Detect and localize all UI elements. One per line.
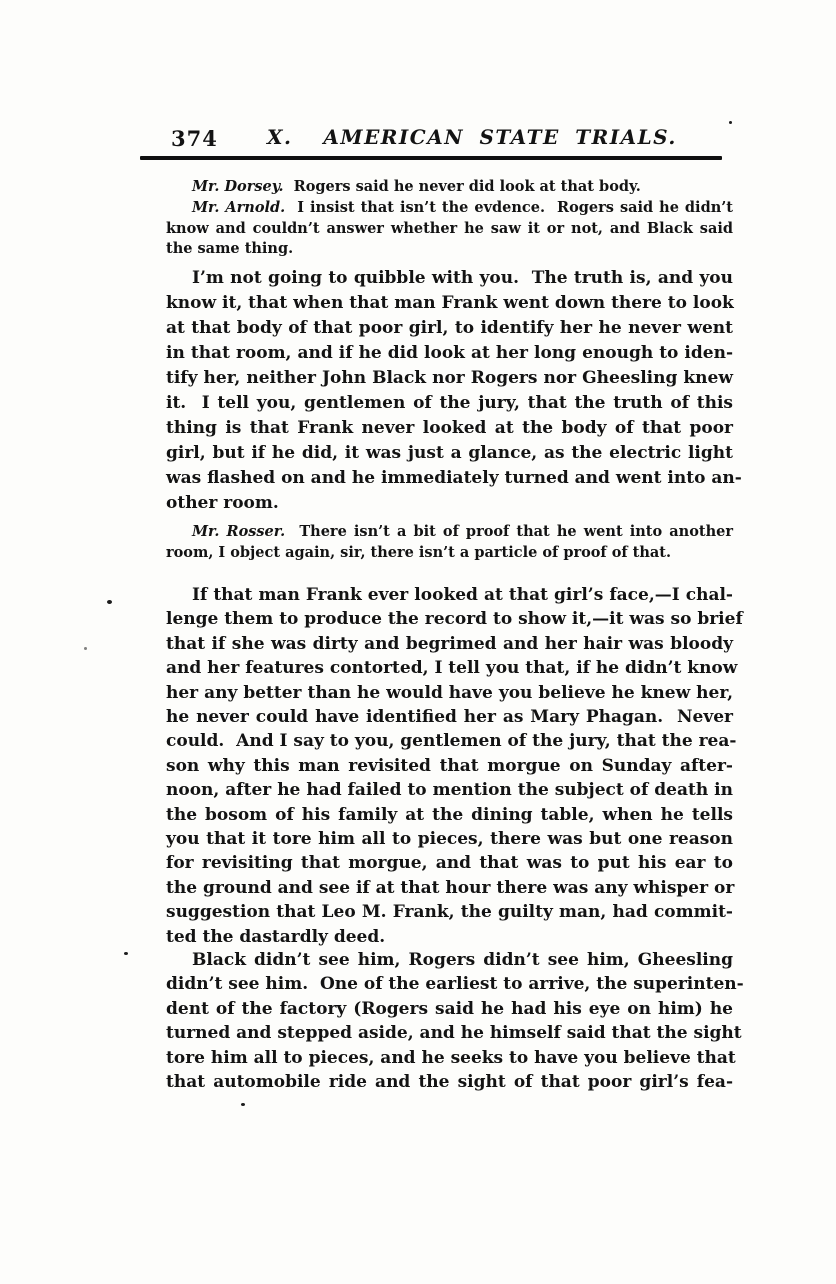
body-paragraph-2 xyxy=(166,583,743,949)
text-segment: lenge them to produce the record to show it,—it was so brief xyxy=(166,609,743,630)
speaker-name: Mr. Rosser. xyxy=(192,523,286,540)
text-segment: Rogers said he never did look at that body. xyxy=(283,178,641,195)
text-line xyxy=(166,729,737,753)
text-segment: you that it tore him all to pieces, there was but one reason xyxy=(166,829,733,850)
text-line xyxy=(166,466,742,491)
text-line xyxy=(166,803,733,827)
text-segment: for revisiting that morgue, and that was to put his ear to xyxy=(166,853,733,874)
text-segment: at that body of that poor girl, to identify her he never went xyxy=(166,318,733,338)
text-segment: that automobile ride and the sight of that poor girl’s fea- xyxy=(166,1072,733,1093)
text-segment: in that room, and if he did look at her long enough to iden- xyxy=(166,343,733,363)
text-line xyxy=(166,705,733,729)
scan-speck xyxy=(124,952,128,955)
text-line xyxy=(166,607,743,631)
text-segment: know it, that when that man Frank went down there to look xyxy=(166,293,734,313)
text-segment: son why this man revisited that morgue on Sunday after- xyxy=(166,755,733,776)
scan-speck xyxy=(241,1103,245,1106)
text-line xyxy=(166,198,733,219)
text-segment: dent of the factory (Rogers said he had his eye on him) he xyxy=(166,998,733,1019)
text-line xyxy=(166,997,733,1021)
text-segment: he never could have identified her as Mary Phagan. Never xyxy=(166,707,733,728)
text-segment: that if she was dirty and begrimed and her hair was bloody xyxy=(166,633,733,654)
text-line xyxy=(166,366,733,391)
dialogue-rosser xyxy=(166,522,733,564)
text-line xyxy=(166,681,733,705)
body-paragraph-3 xyxy=(166,948,744,1094)
text-line xyxy=(166,754,733,778)
text-line xyxy=(166,632,733,656)
header-rule xyxy=(140,156,722,160)
text-line xyxy=(166,1021,742,1045)
text-line xyxy=(166,948,733,972)
text-segment: was flashed on and he immediately turned and went into an- xyxy=(166,468,742,488)
text-line xyxy=(166,925,733,949)
text-line xyxy=(166,778,733,802)
scan-speck xyxy=(84,647,87,650)
text-line xyxy=(166,316,733,341)
text-segment: If that man Frank ever looked at that girl’s face,—I chal- xyxy=(192,585,733,605)
text-segment: other room. xyxy=(166,493,279,513)
text-line xyxy=(166,441,733,466)
text-segment: didn’t see him. One of the earliest to arrive, the superinten- xyxy=(166,974,744,995)
text-segment: girl, but if he did, it was just a glance, as the electric light xyxy=(166,443,733,463)
text-segment: the bosom of his family at the dining table, when he tells xyxy=(166,804,733,825)
text-segment: the ground and see if at that hour there was any whisper or xyxy=(166,877,735,898)
text-line xyxy=(166,177,733,198)
page-number: 374 xyxy=(171,126,218,151)
text-segment: and her features contorted, I tell you that, if he didn’t know xyxy=(166,658,738,679)
text-line xyxy=(166,219,733,240)
text-segment: could. And I say to you, gentlemen of the jury, that the rea- xyxy=(166,731,737,752)
text-line xyxy=(166,1046,736,1070)
scan-speck xyxy=(729,121,732,124)
text-line xyxy=(166,391,733,416)
text-line xyxy=(166,239,733,260)
text-segment: it. I tell you, gentlemen of the jury, that the truth of this xyxy=(166,393,733,413)
text-segment: tore him all to pieces, and he seeks to have you believe that xyxy=(166,1047,736,1068)
text-segment: noon, after he had failed to mention the subject of death in xyxy=(166,780,733,801)
text-line xyxy=(166,827,733,851)
text-segment: turned and stepped aside, and he himself said that the sight xyxy=(166,1023,742,1044)
text-segment: I insist that isn’t the evdence. Rogers said he didn’t xyxy=(285,198,733,216)
text-line xyxy=(166,900,733,924)
running-header-title: X. AMERICAN STATE TRIALS. xyxy=(267,125,677,149)
dialogue-dorsey-arnold xyxy=(166,177,733,260)
text-segment: the same thing. xyxy=(166,240,294,258)
text-line xyxy=(166,266,733,291)
text-line xyxy=(166,1070,733,1094)
text-segment: her any better than he would have you believe he knew her, xyxy=(166,682,733,703)
text-segment: There isn’t a bit of proof that he went into another xyxy=(285,523,733,540)
text-line xyxy=(166,972,744,996)
text-segment: Black didn’t see him, Rogers didn’t see him, Gheesling xyxy=(192,950,733,970)
text-line xyxy=(166,583,733,607)
text-segment: ted the dastardly deed. xyxy=(166,926,386,947)
text-line xyxy=(166,543,733,564)
text-line xyxy=(166,851,733,875)
text-line xyxy=(166,491,733,516)
text-line xyxy=(166,656,738,680)
text-line xyxy=(166,291,733,316)
text-line xyxy=(166,416,733,441)
text-segment: tify her, neither John Black nor Rogers nor Gheesling knew xyxy=(166,368,733,388)
text-segment: I’m not going to quibble with you. The truth is, and you xyxy=(192,268,733,288)
body-paragraph-1 xyxy=(166,266,742,516)
text-line xyxy=(166,341,733,366)
scan-speck xyxy=(107,600,112,604)
text-segment: know and couldn’t answer whether he saw it or not, and Black said xyxy=(166,219,733,237)
text-segment: suggestion that Leo M. Frank, the guilty man, had commit- xyxy=(166,902,733,923)
speaker-name: Mr. Dorsey. xyxy=(192,178,284,195)
text-segment: thing is that Frank never looked at the body of that poor xyxy=(166,418,733,438)
text-line xyxy=(166,876,733,900)
text-segment: room, I object again, sir, there isn’t a particle of proof of that. xyxy=(166,543,672,561)
text-line xyxy=(166,522,733,543)
speaker-name: Mr. Arnold. xyxy=(192,198,286,216)
